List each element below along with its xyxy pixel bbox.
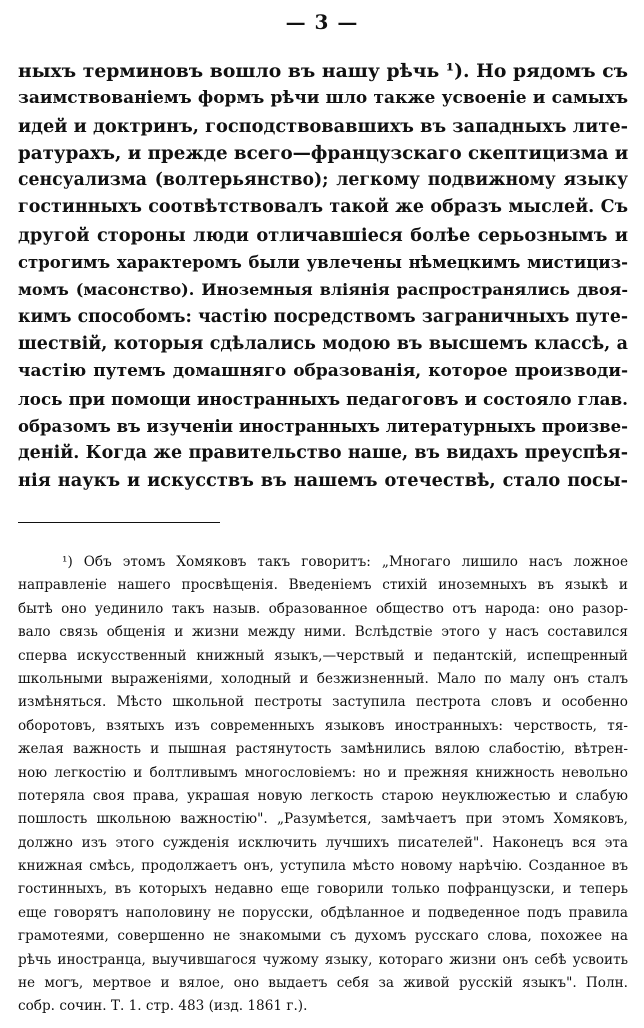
text-line: деній. Когда же правительство наше, въ видахъ преуспѣя- [18, 443, 628, 464]
footnote-line: пошлость школьною важностію". „Разумѣется, замѣчаетъ при этомъ Хомяковъ, [18, 811, 628, 828]
footnote-line: гостинныхъ, въ которыхъ недавно еще говорили только пофранцузски, и теперь [18, 881, 628, 898]
text-line: лось при помощи иностранныхъ педагоговъ и состояло глав. [18, 388, 628, 409]
text-line: строгимъ характеромъ были увлечены нѣмецкимъ мистициз- [18, 253, 628, 273]
text-line: заимствованіемъ формъ рѣчи шло также усвоеніе и самыхъ [18, 88, 628, 109]
footnote-line: измѣняться. Мѣсто школьной пестроты заступила пестрота словъ и особенно [18, 694, 628, 711]
footnote-line: должно изъ этого сужденія исключить лучшихъ писателей". Наконецъ вся эта [18, 834, 628, 851]
text-line: частію путемъ домашняго образованія, которое производи- [18, 361, 628, 382]
text-line: другой стороны люди отличавшіеся болѣе серьознымъ и [18, 224, 628, 246]
footnote-separator [18, 522, 220, 523]
text-line: сенсуализма (волтерьянство); легкому подвижному языку [18, 170, 628, 191]
text-line: ратурахъ, и прежде всего—французскаго скептицизма и [18, 142, 628, 164]
text-line: гостинныхъ соотвѣтствовалъ такой же образъ мыслей. Съ [18, 197, 628, 218]
footnote-block [18, 551, 628, 1019]
footnote-line: школьными выраженіями, холодный и безжизненный. Мало по малу онъ сталъ [18, 670, 628, 687]
footnote-line: желая важность и пышная растянутость замѣнились вялою слабостію, вѣтрен- [18, 741, 628, 758]
footnote-line: еще говорятъ наполовину не порусски, обдѣланное и подведенное подъ правила [18, 904, 628, 921]
footnote-line: грамотеями, совершенно не знакомыми съ духомъ русскаго слова, похожее на [18, 928, 628, 945]
footnote-line: сперва искусственный книжный языкъ,—черствый и педантскій, испещренный [18, 647, 628, 664]
footnote-line: вало связь общенія и жизни между ними. Вслѣдствіе этого у насъ составился [18, 624, 628, 641]
footnote-line: рѣчь иностранца, выучившагося чужому языку, котораго жизни онъ себѣ усвоить [18, 951, 628, 968]
footnote-line: собр. сочин. Т. 1. стр. 483 (изд. 1861 г.). [18, 998, 308, 1015]
footnote-line: не могъ, мертвое и вялое, оно выдаетъ себя за живой русскій языкъ". Полн. [18, 975, 628, 992]
text-line: нія наукъ и искусствъ въ нашемъ отечествѣ, стало посы- [18, 470, 628, 492]
footnote-line: ною легкостію и болтливымъ многословіемъ: но и прежняя книжность невольно [18, 764, 628, 781]
footnote-line: ¹) Объ этомъ Хомяковъ такъ говоритъ: „Многаго лишило насъ ложное [62, 554, 628, 570]
text-line: кимъ способомъ: частію посредствомъ заграничныхъ путе- [18, 306, 628, 327]
text-line: шествій, которыя сдѣлались модою въ высшемъ классѣ, а [18, 333, 628, 354]
text-line: идей и доктринъ, господствовавшихъ въ западныхъ лите- [18, 115, 628, 137]
text-line: момъ (масонство). Иноземныя вліянія распространялись двоя- [18, 280, 628, 300]
footnote-line: книжная смѣсь, продолжаетъ онъ, уступила мѣсто новому нарѣчію. Созданное въ [18, 858, 628, 875]
main-text-block [18, 58, 628, 495]
footnote-line: бытѣ оно уединило такъ назыв. образованное общество отъ народа: оно разор- [18, 600, 628, 617]
footnote-line: направленіе нашего просвѣщенія. Введеніемъ стихій иноземныхъ въ языкѣ и [18, 577, 628, 594]
footnote-line: потеряла своя права, украшая новую легкость старою неуклюжестью и слабую [18, 787, 628, 804]
text-line: ныхъ терминовъ вошло въ нашу рѣчь ¹). Но рядомъ съ [18, 60, 628, 82]
page-number: — 3 — [285, 10, 359, 34]
text-line: образомъ въ изученіи иностранныхъ литературныхъ произве- [18, 416, 628, 436]
footnote-line: оборотовъ, взятыхъ изъ современныхъ языковъ иностранныхъ: черствость, тя- [18, 717, 628, 734]
